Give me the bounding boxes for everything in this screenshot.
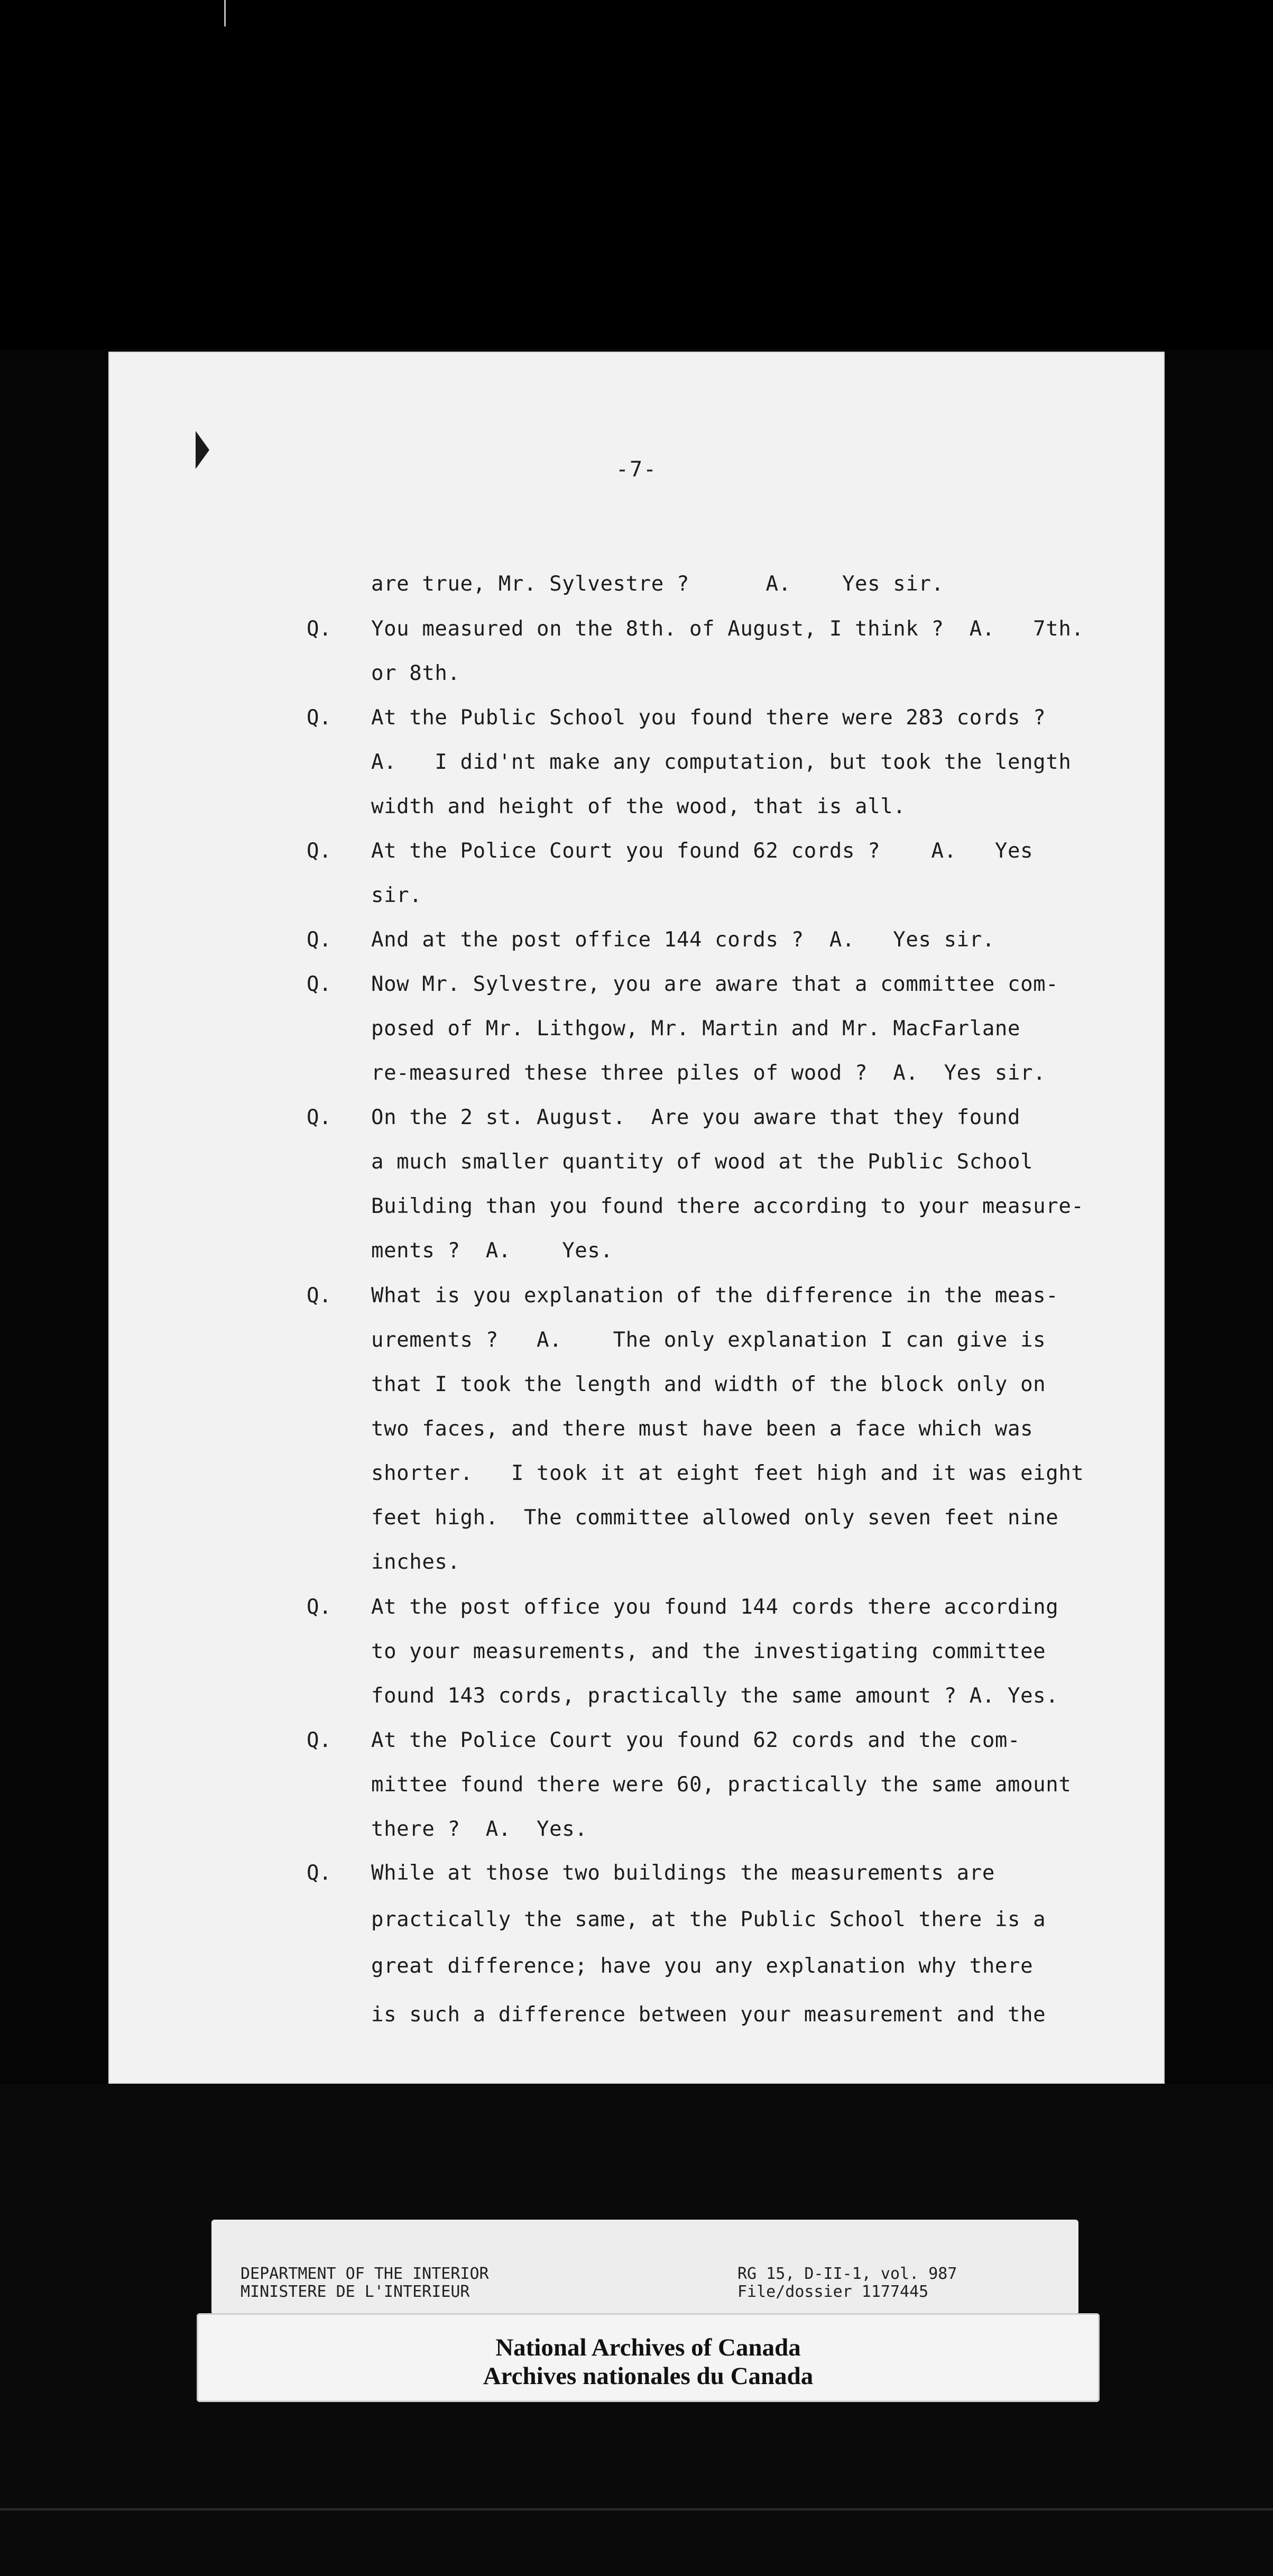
text-line: practically the same, at the Public School there is a: [371, 1908, 1046, 1931]
qa-marker: Q.: [307, 1595, 331, 1619]
text-line: Now Mr. Sylvestre, you are aware that a committee com-: [371, 972, 1059, 996]
text-line: At the Public School you found there were 283 cords ?: [371, 706, 1046, 730]
film-edge-mark: [224, 0, 226, 26]
qa-marker: Q.: [307, 1106, 331, 1129]
text-line: inches.: [371, 1550, 460, 1574]
text-line: are true, Mr. Sylvestre ? A. Yes sir.: [371, 572, 944, 596]
text-line: And at the post office 144 cords ? A. Yes sir.: [371, 928, 995, 952]
transcript-body: [108, 352, 1165, 2084]
text-line: A. I did'nt make any computation, but took the length: [371, 750, 1072, 774]
text-line: posed of Mr. Lithgow, Mr. Martin and Mr. MacFarlane: [371, 1017, 1021, 1041]
text-line: width and height of the wood, that is all.: [371, 795, 906, 818]
department-fr: MINISTERE DE L'INTERIEUR: [241, 2283, 470, 2301]
text-line: mittee found there were 60, practically the same amount: [371, 1773, 1072, 1797]
qa-marker: Q.: [307, 1728, 331, 1752]
department-names: [241, 2265, 489, 2301]
text-line: urements ? A. The only explanation I can give is: [371, 1328, 1046, 1352]
page-number: -7-: [615, 457, 658, 482]
text-line: or 8th.: [371, 661, 460, 685]
text-line: At the Police Court you found 62 cords and the com-: [371, 1728, 1021, 1752]
text-line: At the Police Court you found 62 cords ? A. Yes: [371, 839, 1034, 863]
text-line: two faces, and there must have been a face which was: [371, 1417, 1034, 1441]
archive-name-en: National Archives of Canada: [495, 2334, 801, 2361]
text-line: to your measurements, and the investigating committee: [371, 1640, 1046, 1663]
text-line: On the 2 st. August. Are you aware that they found: [371, 1106, 1021, 1129]
text-line: that I took the length and width of the block only on: [371, 1373, 1046, 1396]
film-top-margin: [0, 0, 1273, 349]
text-line: found 143 cords, practically the same amount ? A. Yes.: [371, 1684, 1059, 1708]
qa-marker: Q.: [307, 1284, 331, 1308]
text-line: sir.: [371, 884, 422, 907]
qa-marker: Q.: [307, 928, 331, 952]
text-line: At the post office you found 144 cords there according: [371, 1595, 1059, 1619]
qa-marker: Q.: [307, 972, 331, 996]
text-line: there ? A. Yes.: [371, 1817, 588, 1841]
text-line: You measured on the 8th. of August, I think ? A. 7th.: [371, 617, 1084, 641]
file-number: File/dossier 1177445: [737, 2283, 929, 2301]
text-line: is such a difference between your measurement and the: [371, 2003, 1046, 2027]
text-line: Building than you found there according to your measure-: [371, 1194, 1084, 1218]
archive-label: [197, 2313, 1100, 2402]
document-page: [108, 352, 1165, 2084]
archive-name-fr: Archives nationales du Canada: [483, 2362, 814, 2390]
text-line: great difference; have you any explanation why there: [371, 1954, 1034, 1978]
file-reference: [737, 2265, 957, 2301]
text-line: shorter. I took it at eight feet high and it was eight: [371, 1461, 1084, 1485]
text-line: What is you explanation of the difference in the meas-: [371, 1284, 1059, 1308]
qa-marker: Q.: [307, 1861, 331, 1885]
text-line: While at those two buildings the measurements are: [371, 1861, 995, 1885]
text-line: re-measured these three piles of wood ? A. Yes sir.: [371, 1061, 1046, 1085]
film-strip-edge: [0, 2508, 1273, 2510]
qa-marker: Q.: [307, 617, 331, 641]
text-line: a much smaller quantity of wood at the Public School: [371, 1150, 1034, 1174]
text-line: ments ? A. Yes.: [371, 1239, 613, 1263]
text-line: feet high. The committee allowed only seven feet nine: [371, 1506, 1059, 1530]
department-en: DEPARTMENT OF THE INTERIOR: [241, 2265, 489, 2283]
department-label: [211, 2220, 1078, 2315]
qa-marker: Q.: [307, 706, 331, 730]
qa-marker: Q.: [307, 839, 331, 863]
record-group: RG 15, D-II-1, vol. 987: [737, 2265, 957, 2283]
